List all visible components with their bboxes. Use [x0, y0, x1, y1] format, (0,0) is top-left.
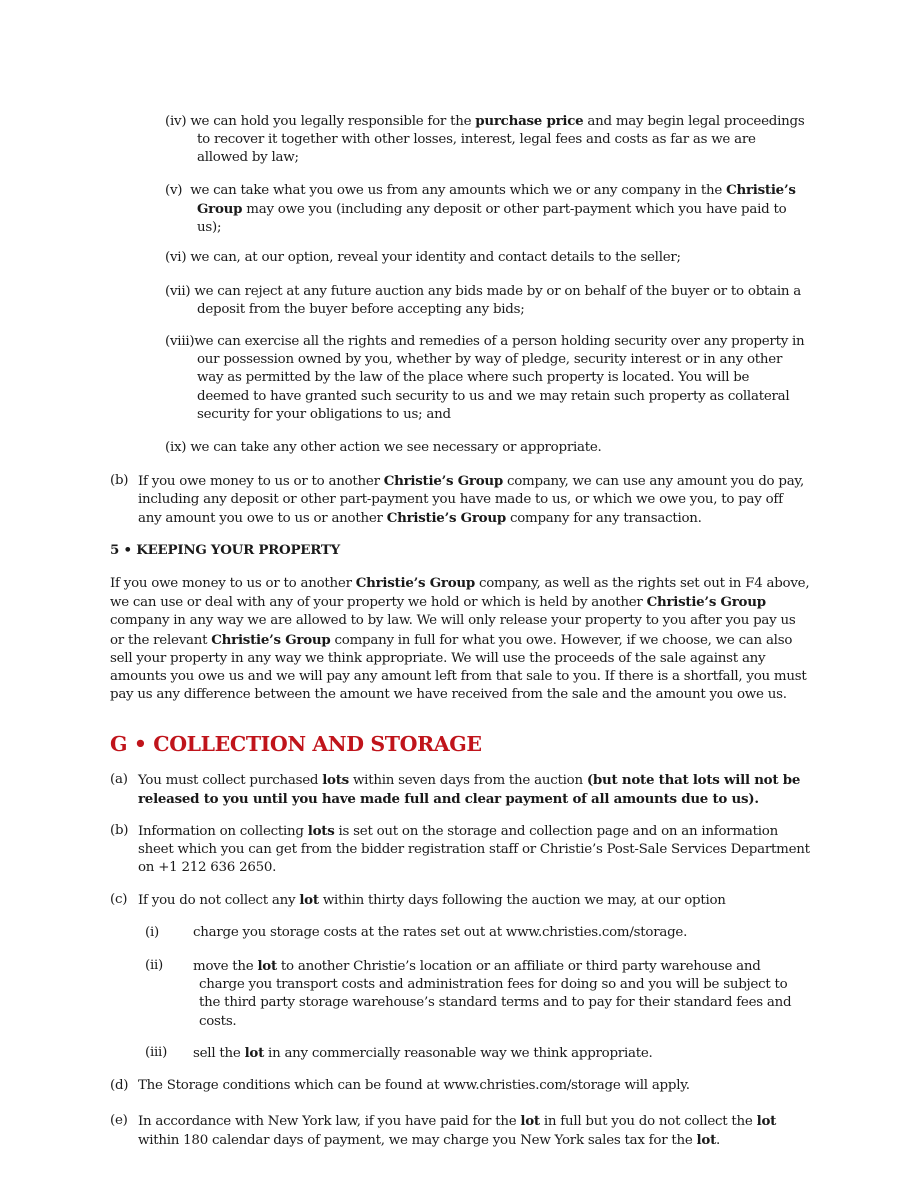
- clause-g-c-iii: (iii) sell the lot in any commercially reasonable way we think appropriate.: [145, 1045, 653, 1061]
- clause-g-a: (a) You must collect purchased lots within seven days from the auction (but note that lots will not be released to you until you have made full and clear payment of all amounts due to us).: [110, 772, 801, 808]
- clause-label: (b): [110, 823, 129, 838]
- clause-label: (iii): [145, 1045, 168, 1060]
- clause-vii: (vii) we can reject at any future auction any bids made by or on behalf of the buyer or to obtain a deposit from the buyer before accepting any bids;: [165, 284, 802, 318]
- clause-label: (ix): [165, 440, 187, 455]
- clause-g-c: (c) If you do not collect any lot within thirty days following the auction we may, at our option: [110, 892, 726, 908]
- section-g-heading: G • COLLECTION AND STORAGE: [110, 732, 482, 756]
- clause-label: (vii): [165, 284, 191, 299]
- clause-label: (ii): [145, 958, 164, 973]
- clause-iv: (iv) we can hold you legally responsible for the purchase price and may begin legal proceedings to recover it together with other losses, interest, legal fees and costs as far as we are allowed by law;: [165, 113, 805, 166]
- clause-g-b: (b) Information on collecting lots is set out on the storage and collection page and on an information sheet which you can get from the bidder registration staff or Christie’s Post-Sale Services Department on +1 212 636 2650.: [110, 823, 810, 876]
- clause-g-e: (e) In accordance with New York law, if you have paid for the lot in full but you do not collect the lot within 180 calendar days of payment, we may charge you New York sales tax for the lot.: [110, 1113, 777, 1149]
- clause-label: (v): [165, 183, 183, 198]
- clause-g-d: (d) The Storage conditions which can be found at www.christies.com/storage will apply.: [110, 1077, 810, 1095]
- section-5-heading: 5 • KEEPING YOUR PROPERTY: [110, 542, 340, 558]
- clause-label: (i): [145, 925, 159, 940]
- clause-label: (a): [110, 772, 128, 787]
- clause-g-c-ii: (ii) move the lot to another Christie’s location or an affiliate or third party warehouse and charge you transport costs and administration fees for doing so and you will be subject to the third party storage warehouse’s standard terms and to pay for their standard fees and costs.: [145, 958, 792, 1029]
- clause-label: (c): [110, 892, 128, 907]
- clause-viii: (viii)we can exercise all the rights and remedies of a person holding security over any property in our possession owned by you, whether by way of pledge, security interest or in any other way as permitted by the law of the place where such property is located. You will be deemed to have granted such security to us and we may retain such property as collateral security for your obligations to us; and: [165, 334, 805, 422]
- clause-label: (iv): [165, 114, 187, 129]
- section-5-paragraph: If you owe money to us or to another Christie’s Group company, as well as the rights set out in F4 above, we can use or deal with any of your property we hold or which is held by another Christie’s Group company in any way we are allowed to by law. We will only release your property to you after you pay us or the relevant Christie’s Group company in full for what you owe. However, if we choose, we can also sell your property in any way we think appropriate. We will use the proceeds of the sale against any amounts you owe us and we will pay any amount left from that sale to you. If there is a shortfall, you must pay us any difference between the amount we have received from the sale and the amount you owe us.: [110, 575, 810, 703]
- clause-label: (viii): [165, 334, 195, 349]
- clause-vi: (vi) we can, at our option, reveal your identity and contact details to the seller;: [165, 250, 681, 265]
- clause-g-c-i: (i) charge you storage costs at the rates set out at www.christies.com/storage.: [145, 924, 805, 942]
- clause-b-setoff: (b) If you owe money to us or to another Christie’s Group company, we can use any amount you do pay, including any deposit or other part-payment you have made to us, or which we owe you, to pay off any amount you owe to us or another Christie’s Group company for any transaction.: [110, 473, 804, 527]
- clause-v: (v) we can take what you owe us from any amounts which we or any company in the Christie’s Group may owe you (including any deposit or other part-payment which you have paid to us);: [165, 182, 796, 236]
- clause-ix: (ix) we can take any other action we see necessary or appropriate.: [165, 440, 602, 455]
- clause-label: (vi): [165, 250, 187, 265]
- clause-label: (e): [110, 1113, 128, 1128]
- clause-label: (d): [110, 1078, 129, 1093]
- clause-label: (b): [110, 473, 129, 488]
